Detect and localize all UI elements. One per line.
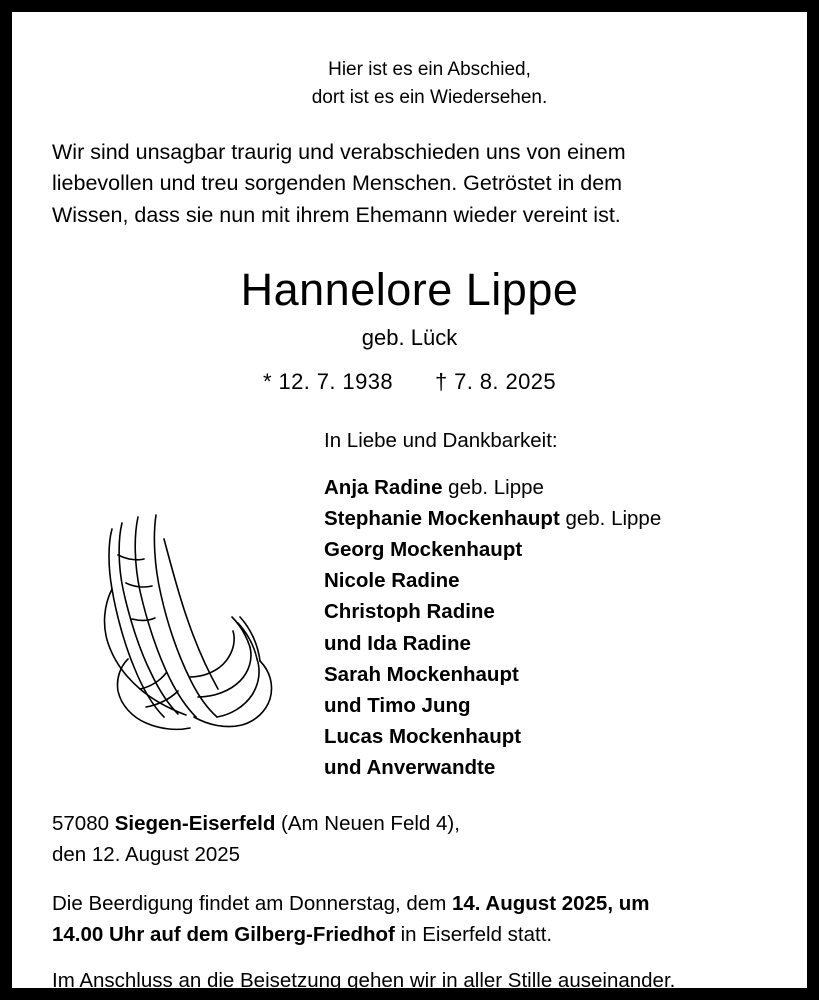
list-item xyxy=(324,752,767,783)
list-item xyxy=(324,721,767,752)
address-line xyxy=(52,809,767,840)
footer-section xyxy=(52,809,767,997)
epitaph xyxy=(92,56,767,111)
funeral-details xyxy=(52,889,767,951)
list-item xyxy=(324,596,767,627)
epitaph-line-2: dort ist es ein Wiedersehen. xyxy=(311,86,548,108)
closing-note: Im Anschluss an die Beisetzung gehen wir in aller Stille auseinander. xyxy=(52,969,676,993)
survivors-list xyxy=(324,429,767,784)
list-item xyxy=(324,472,767,503)
deceased-name: Hannelore Lippe xyxy=(240,264,579,316)
list-item xyxy=(324,690,767,721)
survivor-name: Anja Radine xyxy=(324,475,443,499)
list-item xyxy=(324,659,767,690)
epitaph-line-1: Hier ist es ein Abschied, xyxy=(328,59,531,80)
survivor-name: und Timo Jung xyxy=(324,693,471,717)
deceased-block xyxy=(52,265,767,395)
funeral-text-1: Die Beerdigung findet am Donnerstag, dem xyxy=(52,891,452,915)
intro-line-1: Wir sind unsagbar traurig und verabschieden uns von einem xyxy=(52,140,626,165)
middle-section xyxy=(52,429,767,784)
survivor-note: geb. Lippe xyxy=(559,506,662,530)
survivor-name: Christoph Radine xyxy=(324,600,495,624)
postal-code: 57080 xyxy=(52,812,115,836)
survivor-name: Stephanie Mockenhaupt xyxy=(324,506,560,530)
survivors-lead: In Liebe und Dankbarkeit: xyxy=(324,428,558,452)
survivor-name: und Ida Radine xyxy=(324,631,471,655)
list-item xyxy=(324,628,767,659)
life-dates xyxy=(52,369,767,395)
funeral-text-2: in Eiserfeld statt. xyxy=(394,922,553,946)
praying-hands-icon xyxy=(98,509,288,749)
funeral-date: 14. August 2025, um xyxy=(451,891,650,915)
survivor-name: und Anverwandte xyxy=(324,756,496,780)
death-date: † 7. 8. 2025 xyxy=(434,368,556,394)
list-item xyxy=(324,534,767,565)
funeral-place: 14.00 Uhr auf dem Gilberg-Friedhof xyxy=(52,922,395,946)
notice-inner xyxy=(12,12,807,993)
notice-date: den 12. August 2025 xyxy=(52,843,241,867)
maiden-name: geb. Lück xyxy=(361,324,458,350)
list-item xyxy=(324,565,767,596)
survivor-name: Sarah Mockenhaupt xyxy=(324,662,519,686)
intro-line-3: Wissen, dass sie nun mit ihrem Ehemann wieder vereint ist. xyxy=(52,202,621,227)
address-block xyxy=(52,809,767,871)
list-item xyxy=(324,503,767,534)
intro-text xyxy=(52,137,767,231)
survivor-note: geb. Lippe xyxy=(442,475,544,499)
survivor-name: Georg Mockenhaupt xyxy=(324,538,523,562)
survivor-name: Nicole Radine xyxy=(324,569,460,593)
city-name: Siegen-Eiserfeld xyxy=(114,812,276,836)
intro-line-2: liebevollen und treu sorgenden Menschen. Getröstet in dem xyxy=(52,171,623,196)
survivor-name: Lucas Mockenhaupt xyxy=(324,724,522,748)
birth-date: * 12. 7. 1938 xyxy=(263,368,393,394)
street-name: (Am Neuen Feld 4), xyxy=(275,812,460,836)
